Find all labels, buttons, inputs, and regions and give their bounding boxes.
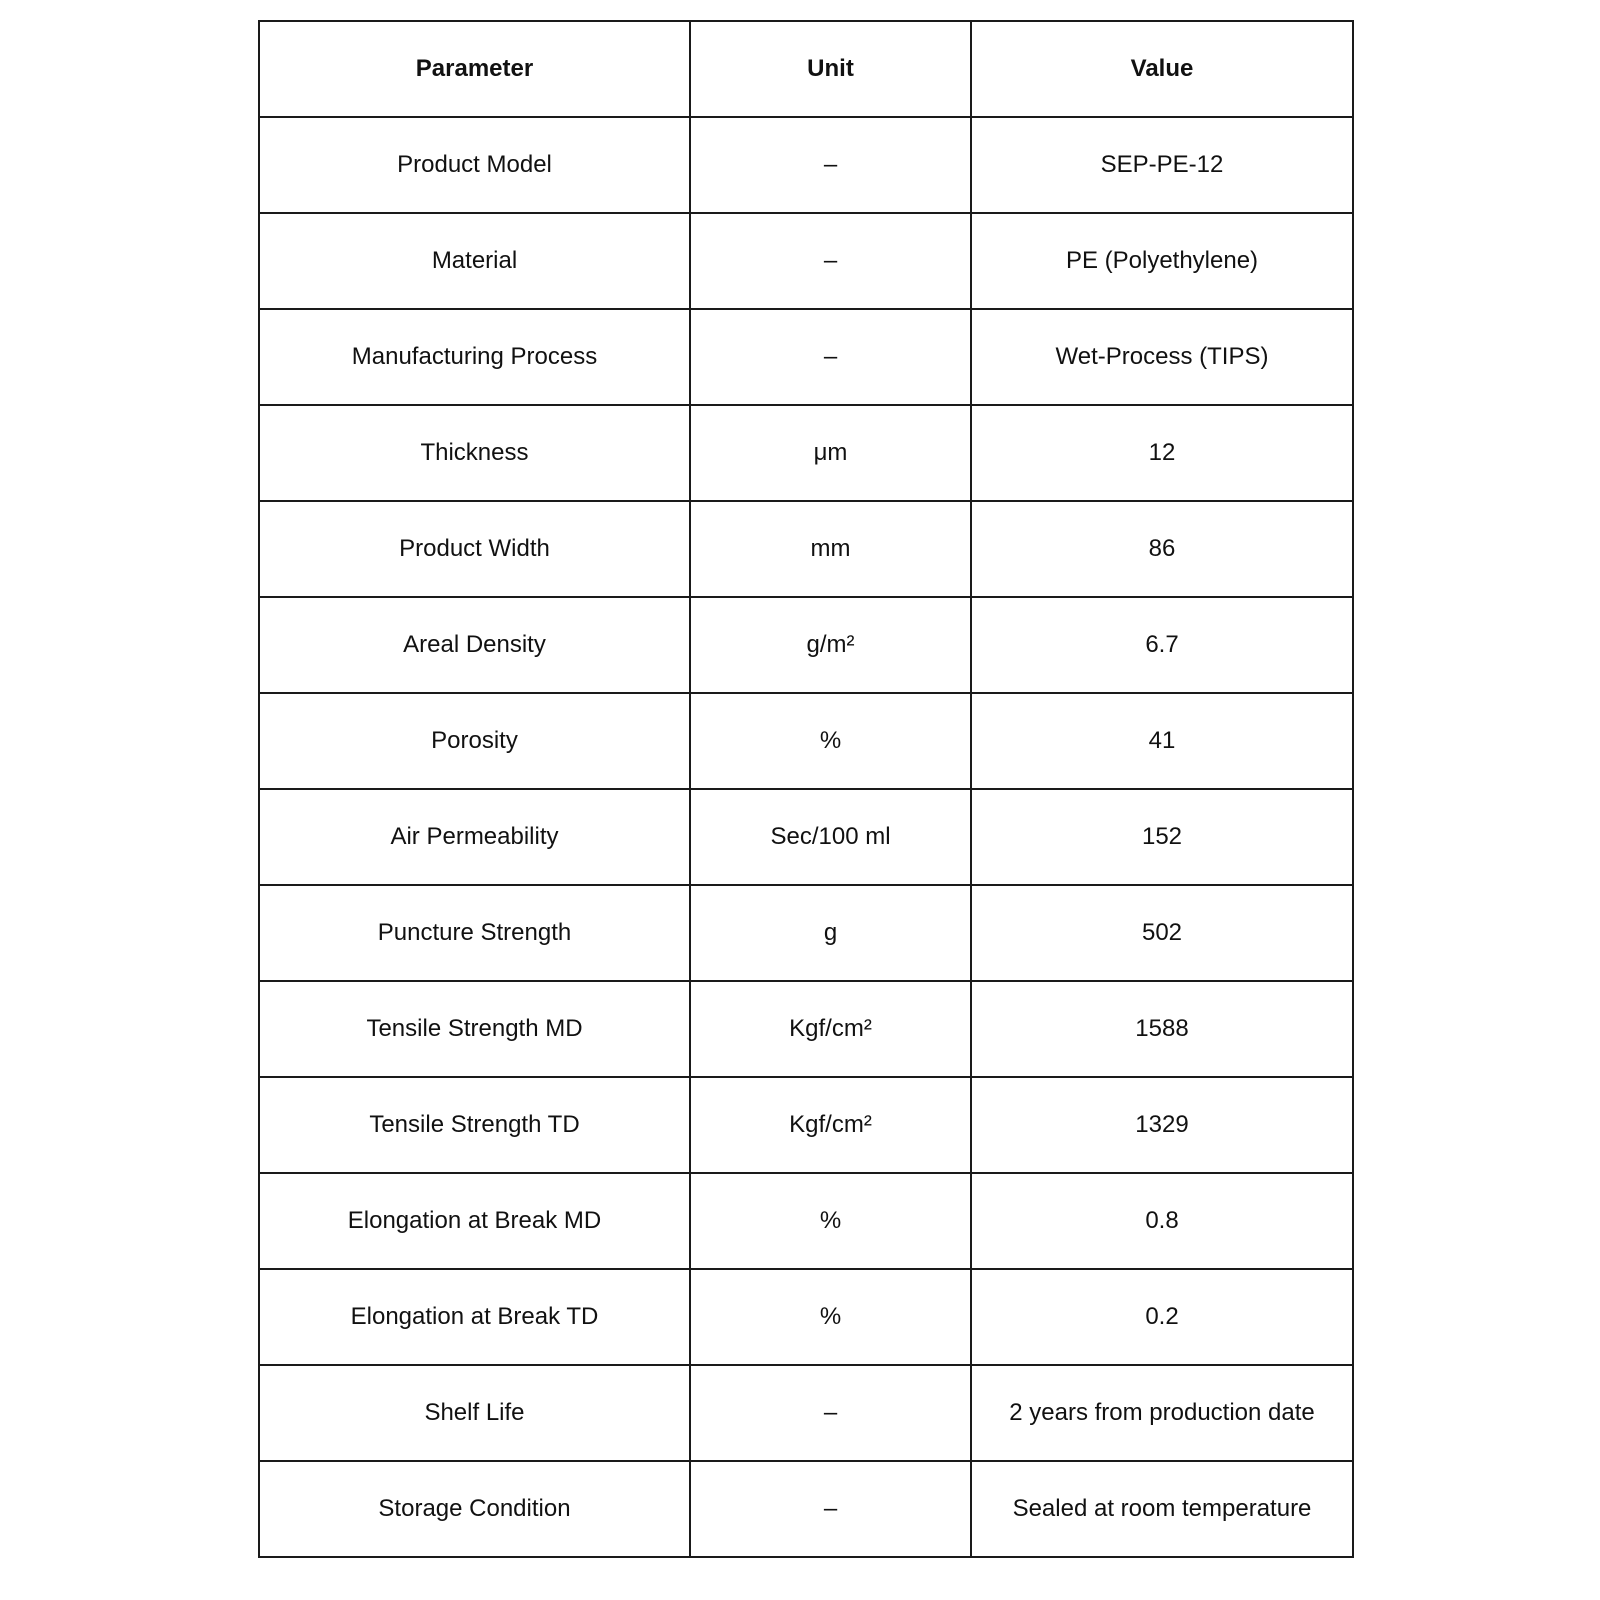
parameter-cell: Manufacturing Process [259, 309, 690, 405]
value-cell: Sealed at room temperature [971, 1461, 1353, 1557]
value-cell: 86 [971, 501, 1353, 597]
value-cell: 502 [971, 885, 1353, 981]
value-cell: 6.7 [971, 597, 1353, 693]
unit-cell: g [690, 885, 971, 981]
parameter-cell: Air Permeability [259, 789, 690, 885]
unit-cell: – [690, 213, 971, 309]
parameter-cell: Tensile Strength MD [259, 981, 690, 1077]
parameter-cell: Puncture Strength [259, 885, 690, 981]
unit-cell: μm [690, 405, 971, 501]
table-row [259, 309, 1353, 405]
value-cell: 0.8 [971, 1173, 1353, 1269]
column-header-parameter: Parameter [259, 21, 690, 117]
value-cell: 1329 [971, 1077, 1353, 1173]
value-cell: 152 [971, 789, 1353, 885]
parameter-cell: Thickness [259, 405, 690, 501]
unit-cell: – [690, 1461, 971, 1557]
unit-cell: % [690, 1269, 971, 1365]
table-row [259, 213, 1353, 309]
parameter-cell: Elongation at Break TD [259, 1269, 690, 1365]
table-header [259, 21, 1353, 117]
column-header-unit: Unit [690, 21, 971, 117]
table-row [259, 981, 1353, 1077]
unit-cell: mm [690, 501, 971, 597]
spec-sheet [258, 20, 1352, 1558]
unit-cell: % [690, 693, 971, 789]
parameter-cell: Product Model [259, 117, 690, 213]
unit-cell: Kgf/cm² [690, 1077, 971, 1173]
table-row [259, 501, 1353, 597]
table-row [259, 597, 1353, 693]
table-row [259, 117, 1353, 213]
unit-cell: – [690, 309, 971, 405]
parameter-cell: Tensile Strength TD [259, 1077, 690, 1173]
table-row [259, 1461, 1353, 1557]
table-row [259, 1173, 1353, 1269]
parameter-cell: Areal Density [259, 597, 690, 693]
unit-cell: – [690, 117, 971, 213]
value-cell: 1588 [971, 981, 1353, 1077]
value-cell: 2 years from production date [971, 1365, 1353, 1461]
value-cell: SEP-PE-12 [971, 117, 1353, 213]
column-header-value: Value [971, 21, 1353, 117]
specification-table [258, 20, 1354, 1558]
parameter-cell: Product Width [259, 501, 690, 597]
unit-cell: g/m² [690, 597, 971, 693]
value-cell: 41 [971, 693, 1353, 789]
unit-cell: Sec/100 ml [690, 789, 971, 885]
table-body [259, 117, 1353, 1557]
unit-cell: % [690, 1173, 971, 1269]
table-row [259, 1077, 1353, 1173]
parameter-cell: Elongation at Break MD [259, 1173, 690, 1269]
parameter-cell: Material [259, 213, 690, 309]
table-row [259, 1269, 1353, 1365]
parameter-cell: Storage Condition [259, 1461, 690, 1557]
parameter-cell: Porosity [259, 693, 690, 789]
value-cell: Wet-Process (TIPS) [971, 309, 1353, 405]
table-row [259, 1365, 1353, 1461]
header-row [259, 21, 1353, 117]
unit-cell: Kgf/cm² [690, 981, 971, 1077]
table-row [259, 405, 1353, 501]
table-row [259, 693, 1353, 789]
parameter-cell: Shelf Life [259, 1365, 690, 1461]
table-row [259, 789, 1353, 885]
value-cell: 0.2 [971, 1269, 1353, 1365]
value-cell: 12 [971, 405, 1353, 501]
table-row [259, 885, 1353, 981]
unit-cell: – [690, 1365, 971, 1461]
value-cell: PE (Polyethylene) [971, 213, 1353, 309]
